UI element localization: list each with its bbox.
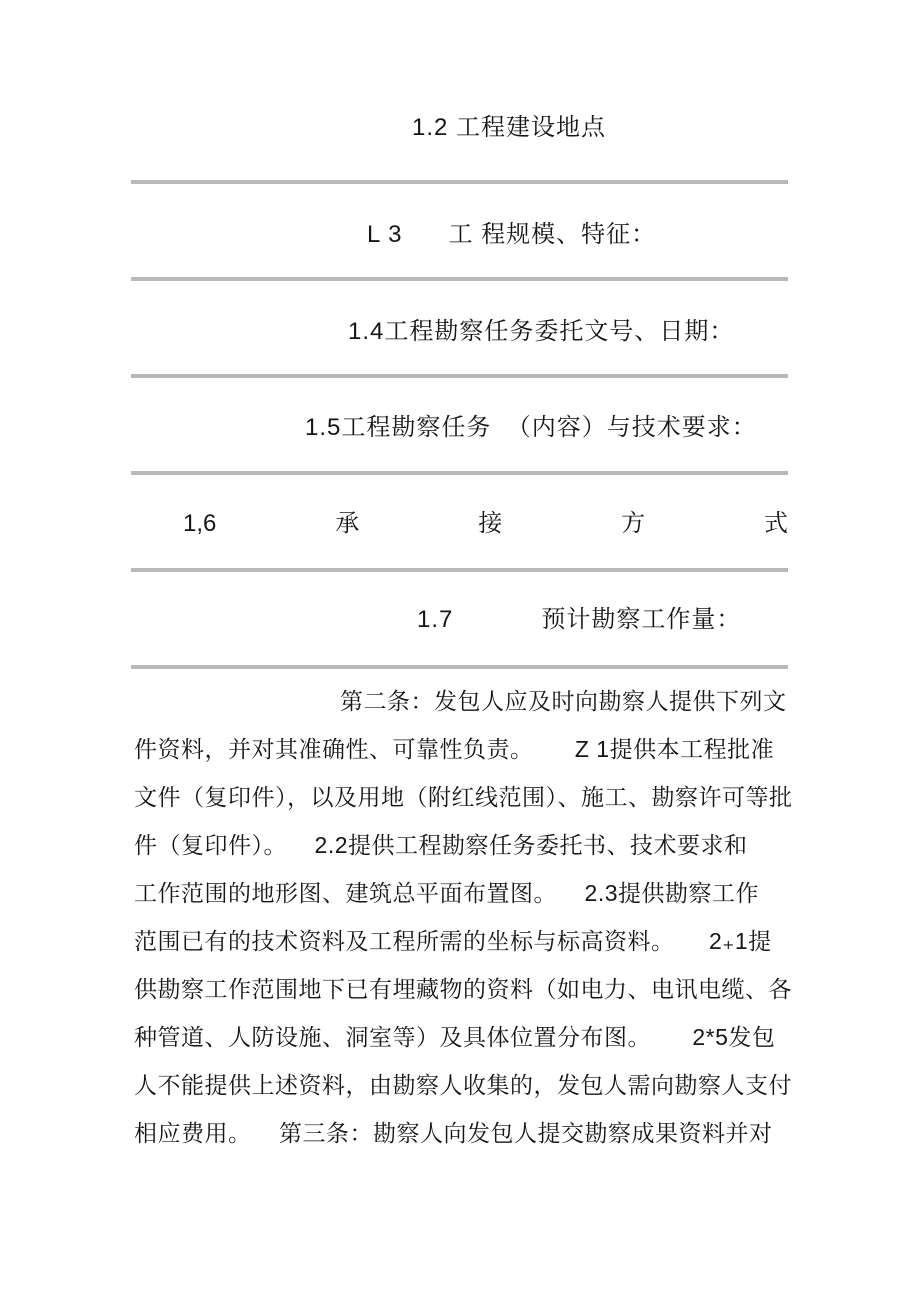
section-heading-1-6-undertaking-method [183,508,788,540]
paragraph-line: 人不能提供上述资料，由勘察人收集的，发包人需向勘察人支付 [134,1072,792,1098]
paragraph-line: 第二条：发包人应及时向勘察人提供下列文 [340,688,787,714]
section-heading-1-3-project-scale: L 3 工 程规模、特征： [367,221,657,248]
section-heading-1-7-estimated-workload [417,604,741,636]
heading-1-6-word: 式 [764,510,788,537]
section-heading-1-4-commission-doc-number: 1.4工程勘察任务委托文号、日期： [348,318,735,345]
heading-1-6-word: 承 [335,510,360,537]
section-heading-1-5-survey-task-requirements: 1.5工程勘察任务 （内容）与技术要求： [305,414,757,441]
paragraph-line: 供勘察工作范围地下已有埋藏物的资料（如电力、电讯电缆、各 [134,976,792,1002]
paragraph-line: 相应费用。 第三条：勘察人向发包人提交勘察成果资料并对 [134,1120,773,1146]
heading-1-6-word: 方 [621,510,646,537]
heading-1-6-number: 1,6 [183,510,217,537]
section-divider [131,180,788,184]
heading-1-7-number: 1.7 [417,606,454,633]
heading-1-7-label: 预计勘察工作量： [541,606,742,633]
section-divider [131,277,788,281]
heading-1-6-word: 接 [478,510,503,537]
contract-body-paragraph [134,677,806,1157]
section-heading-1-2-project-location: 1.2 工程建设地点 [412,114,607,141]
section-divider [131,568,788,572]
paragraph-line: 范围已有的技术资料及工程所需的坐标与标高资料。 2₊1提 [134,928,772,954]
paragraph-line: 件资料，并对其准确性、可靠性负责。 Z 1提供本工程批准 [134,736,775,762]
paragraph-line: 文件（复印件），以及用地（附红线范围）、施工、勘察许可等批 [134,784,793,810]
section-divider [131,471,788,475]
paragraph-line: 工作范围的地形图、建筑总平面布置图。 2.3提供勘察工作 [134,880,760,906]
section-divider [131,374,788,378]
section-divider [131,665,788,669]
paragraph-line: 种管道、人防设施、洞室等）及具体位置分布图。 2*5发包 [134,1024,776,1050]
paragraph-line: 件（复印件）。 2.2提供工程勘察任务委托书、技术要求和 [134,832,748,858]
